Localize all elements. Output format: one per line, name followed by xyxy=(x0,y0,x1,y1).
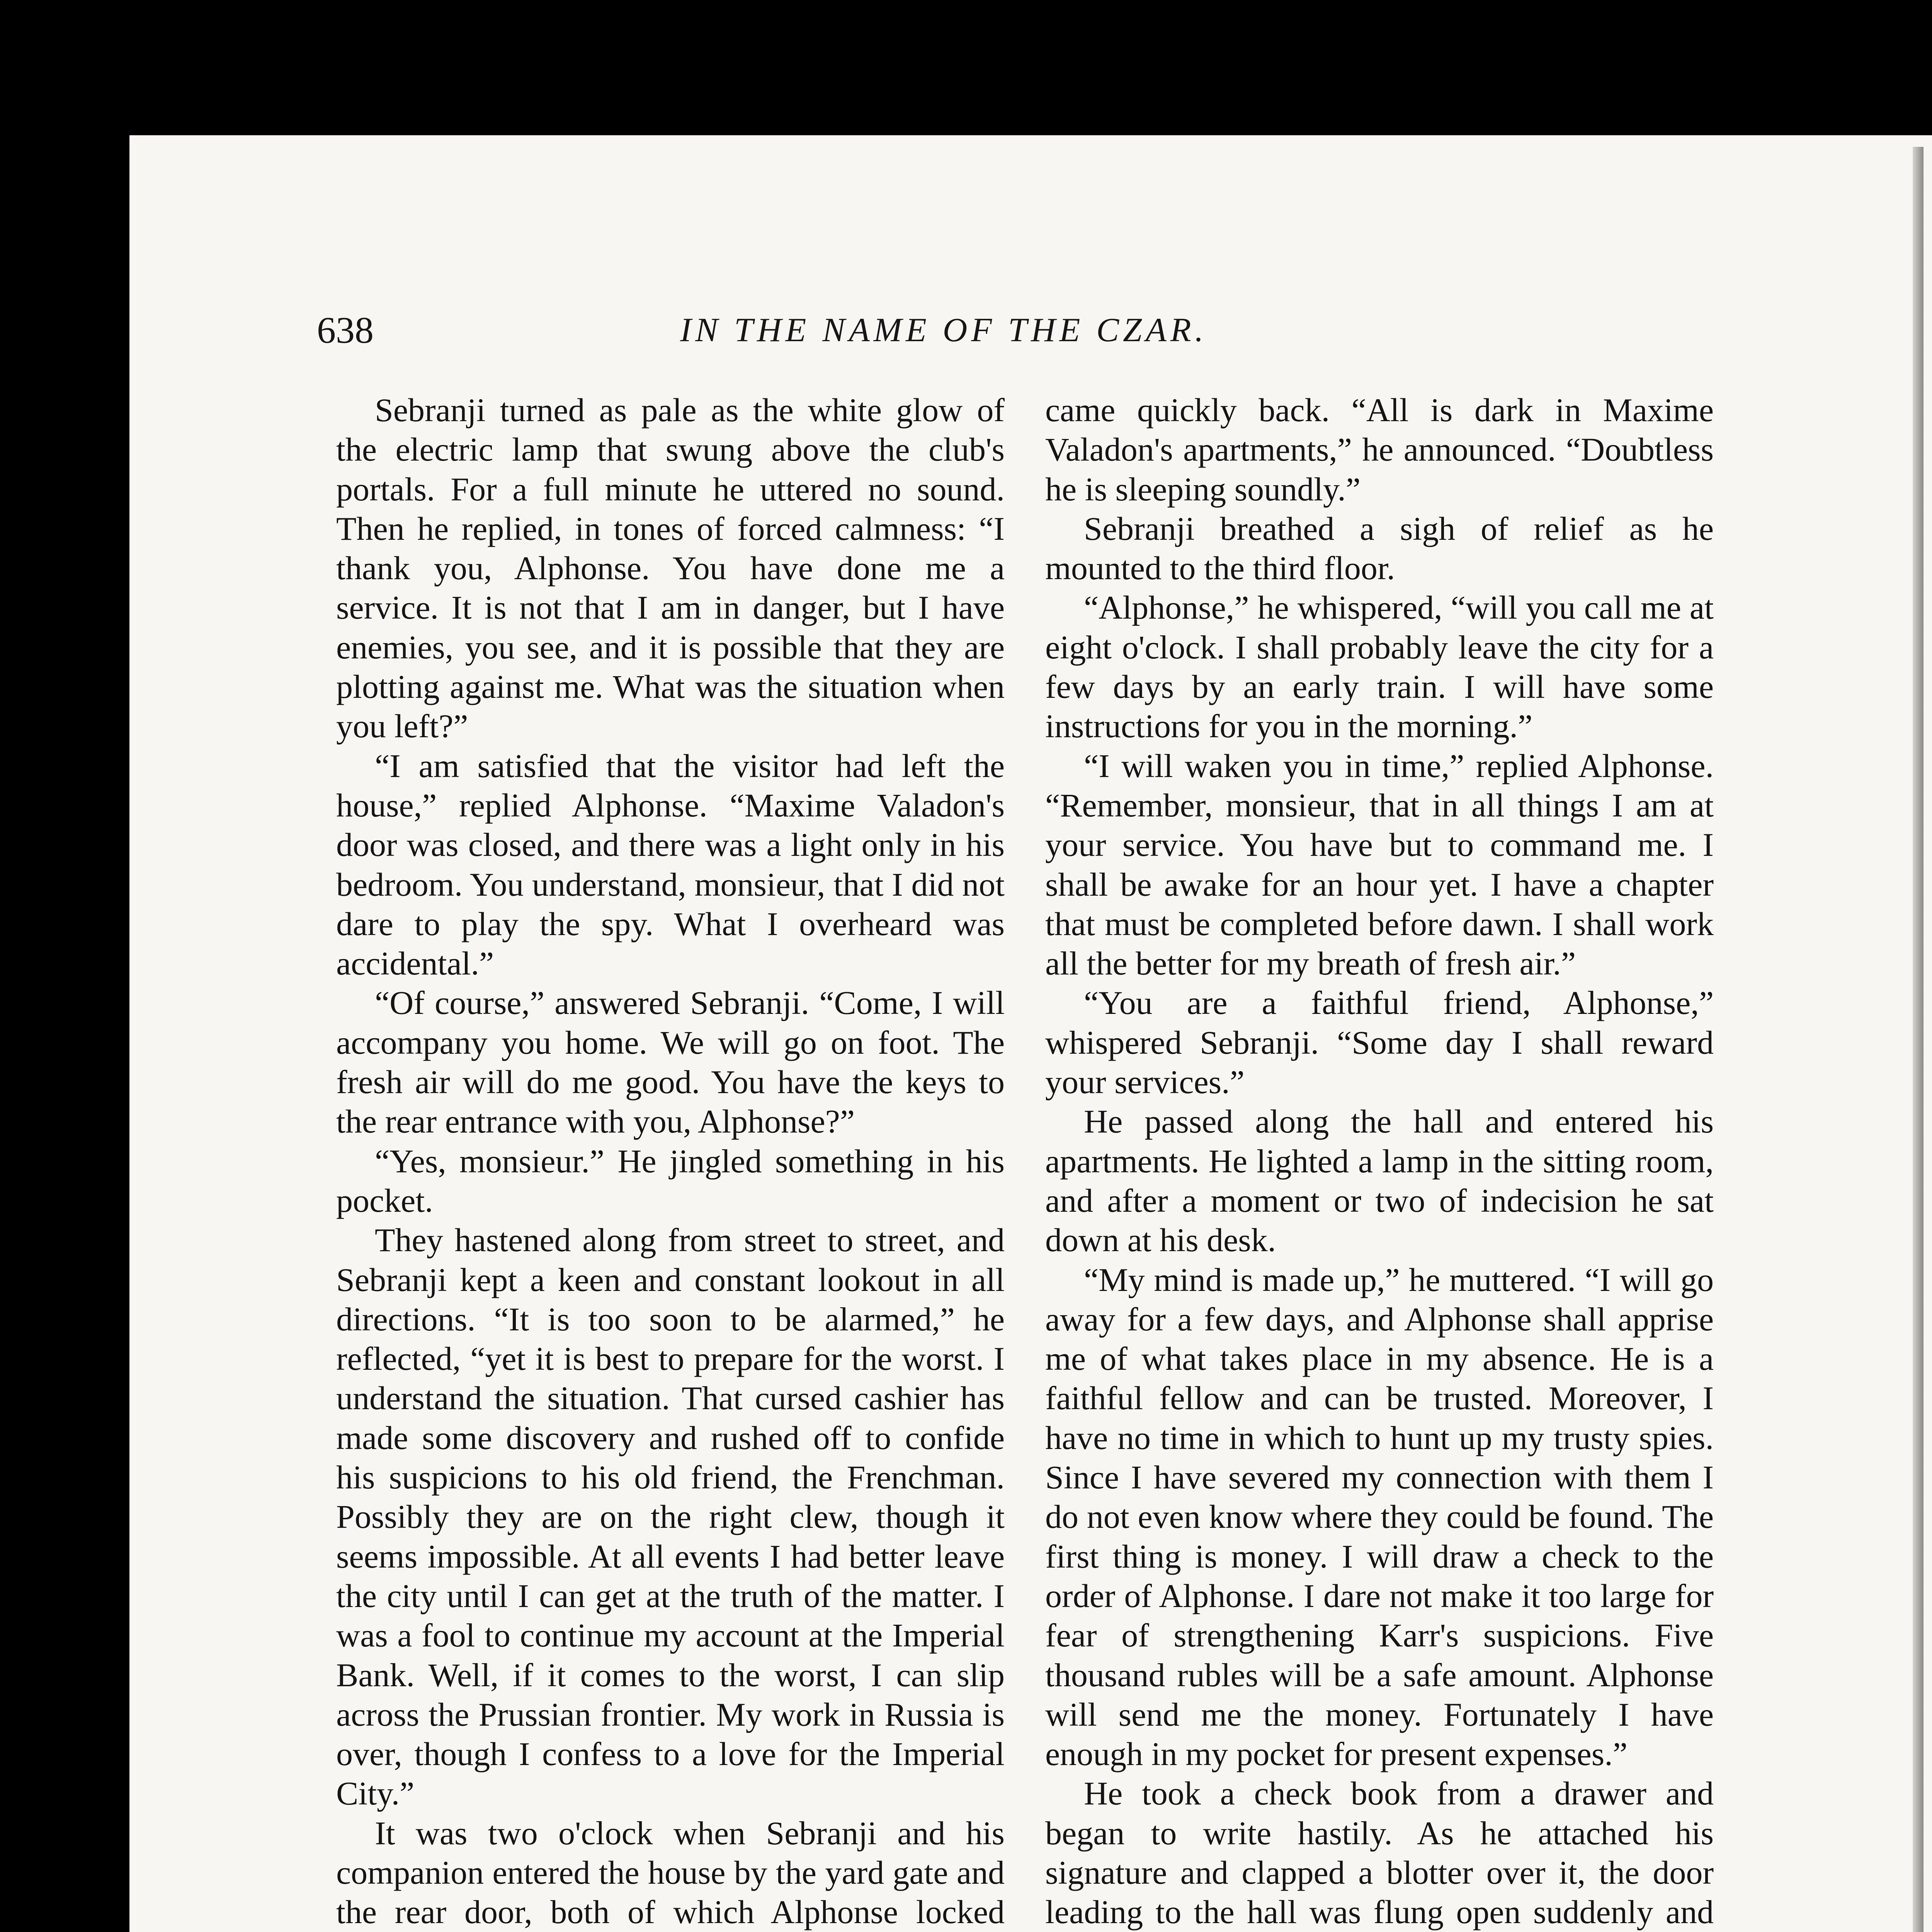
paragraph: They hastened along from street to street, and Sebranji kept a keen and constant lookout in all directions. “It is too soon to be alarmed,” he reflected, “yet it is best to prepare for the worst. I understand the situation. That cursed cashier has made some discovery and rushed off to confide his suspicions to his old friend, the Frenchman. Possibly they are on the right clew, though it seems impossible. At all events I had better leave the city until I can get at the truth of the matter. I was a fool to continue my account at the Imperial Bank. Well, if it comes to the worst, I can slip across the Prussian frontier. My work in Russia is over, though I confess to a love for the Imperial City.” xyxy=(336,1221,1005,1812)
paragraph: “You are a faithful friend, Alphonse,” whispered Sebranji. “Some day I shall reward your services.” xyxy=(1045,984,1714,1101)
paragraph: “Yes, monsieur.” He jingled something in his pocket. xyxy=(336,1142,1005,1219)
paragraph: He took a check book from a drawer and began to write hastily. As he attached his signature and clapped a blotter over it, the door leading to the hall was flung open suddenly and xyxy=(1045,1775,1714,1931)
paragraph: It was two o'clock when Sebranji and his companion entered the house by the yard gate and the rear door, both of which Alphonse locked xyxy=(336,1814,1005,1931)
paragraph: Sebranji breathed a sigh of relief as he mounted to the third floor. xyxy=(1045,510,1714,587)
running-title: IN THE NAME OF THE CZAR. xyxy=(680,311,1208,349)
paragraph: “I will waken you in time,” replied Alphonse. “Remember, monsieur, that in all things I am at your service. You have but to command me. I shall be awake for an hour yet. I have a chapter that must be completed before dawn. I shall work all the better for my breath of fresh air.” xyxy=(1045,747,1714,982)
paragraph: He passed along the hall and entered his apartments. He lighted a lamp in the sitting room, and after a moment or two of indecision he sat down at his desk. xyxy=(1045,1103,1714,1259)
left-column xyxy=(336,390,1005,1932)
paragraph: “Alphonse,” he whispered, “will you call me at eight o'clock. I shall probably leave the city for a few days by an early train. I will have some instructions for you in the morning.” xyxy=(1045,589,1714,745)
page-number: 638 xyxy=(317,310,374,351)
paragraph: “Of course,” answered Sebranji. “Come, I will accompany you home. We will go on foot. The fresh air will do me good. You have the keys to the rear entrance with you, Alphonse?” xyxy=(336,984,1005,1140)
right-column xyxy=(1045,390,1714,1932)
page-edge-shadow xyxy=(1913,147,1923,1932)
paragraph: “My mind is made up,” he muttered. “I will go away for a few days, and Alphonse shall apprise me of what takes place in my absence. He is a faithful fellow and can be trusted. Moreover, I have no time in which to hunt up my trusty spies. Since I have severed my connection with them I do not even know where they could be found. The first thing is money. I will draw a check to the order of Alphonse. I dare not make it too large for fear of strengthening Karr's suspicions. Five thousand rubles will be a safe amount. Alphonse will send me the money. Fortunately I have enough in my pocket for present expenses.” xyxy=(1045,1261,1714,1773)
paragraph: Sebranji turned as pale as the white glow of the electric lamp that swung above the club's portals. For a full minute he uttered no sound. Then he replied, in tones of forced calmness: “I thank you, Alphonse. You have done me a service. It is not that I am in danger, but I have enemies, you see, and it is possible that they are plotting against me. What was the situation when you left?” xyxy=(336,391,1005,745)
paragraph-continued: came quickly back. “All is dark in Maxime Valadon's apartments,” he announced. “Doubtless he is sleeping soundly.” xyxy=(1045,391,1714,508)
paragraph: “I am satisfied that the visitor had left the house,” replied Alphonse. “Maxime Valadon's door was closed, and there was a light only in his bedroom. You understand, monsieur, that I did not dare to play the spy. What I overheard was accidental.” xyxy=(336,747,1005,982)
running-head xyxy=(0,305,1932,355)
